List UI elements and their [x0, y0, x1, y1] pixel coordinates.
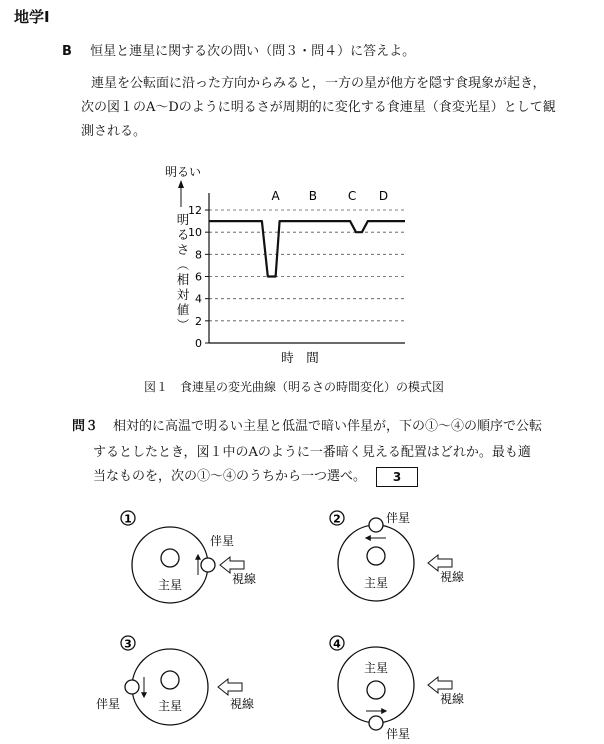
y-tick-label-2: 2 [195, 314, 202, 328]
section-label: B [62, 44, 72, 59]
paragraph-line-3: 測される。 [81, 124, 147, 139]
y-label-char: 値 [176, 302, 190, 317]
y-label-char: さ [176, 242, 190, 257]
paragraph-line-1: 連星を公転面に沿った方向からみると，一方の星が他方を隠す食現象が起き， [91, 76, 546, 91]
option-2-sight-label: 視線 [440, 570, 465, 584]
figure1-caption: 図１ 食連星の変光曲線（明るさの時間変化）の模式図 [144, 380, 445, 394]
event-labels [272, 189, 389, 203]
option-4-main-star [367, 681, 385, 699]
y-tick-label-8: 8 [195, 248, 202, 262]
option-3-diagram[interactable] [96, 636, 254, 725]
option-1-sight-arrow-icon [220, 557, 244, 573]
option-3-sight-label: 視線 [230, 697, 255, 711]
option-3-sight-arrow-icon [218, 679, 242, 695]
y-label-char: 対 [176, 287, 190, 302]
option-4-main-star-label: 主星 [363, 661, 389, 675]
y-label-char: ︶ [176, 318, 190, 332]
x-axis-label: 時 間 [281, 350, 319, 365]
option-1-sight-label: 視線 [232, 572, 257, 586]
option-1-companion [201, 558, 215, 572]
orbit-diagrams [0, 495, 604, 744]
y-tick-label-10: 10 [188, 226, 202, 240]
question3-line-3 [93, 465, 418, 487]
light-curve-line [209, 221, 405, 276]
option-2-main-star [367, 547, 385, 565]
option-2-companion [369, 518, 383, 532]
event-label-B: B [308, 189, 317, 203]
option-4-number: 4 [333, 637, 341, 651]
y-arrow-head [178, 180, 184, 188]
option-4-diagram[interactable] [330, 636, 464, 741]
y-label-char: ︵ [176, 258, 190, 272]
question3-line-1: 相対的に高温で明るい主星と低温で暗い伴星が，下の①～④の順序で公転 [113, 419, 543, 434]
event-label-D: D [378, 189, 389, 203]
option-2-number: 2 [333, 512, 341, 526]
option-4-sight-arrow-icon [428, 677, 452, 693]
question3-line-3-text: 当なものを，次の①～④のうちから一つ選べ。 [93, 469, 367, 484]
event-label-C: C [347, 189, 357, 203]
option-1-companion-label: 伴星 [210, 534, 235, 548]
option-2-companion-label: 伴星 [386, 511, 411, 525]
option-3-companion-label: 伴星 [96, 697, 121, 711]
option-1-diagram[interactable] [121, 511, 256, 603]
question3-line-2: するとしたとき，図１中のAのように一番暗く見える配置はどれか。最も適 [93, 445, 531, 460]
answer-box[interactable]: 3 [376, 467, 418, 487]
option-2-sight-arrow-icon [428, 555, 452, 571]
chart-grid [209, 210, 405, 321]
paragraph-line-2: 次の図１のA～Dのように明るさが周期的に変化する食連星（食変光星）として観 [81, 100, 556, 115]
y-label-char: 明 [176, 212, 190, 227]
option-1-number: 1 [124, 512, 132, 526]
section-intro: 恒星と連星に関する次の問い（問３・問４）に答えよ。 [90, 44, 416, 59]
y-tick-label-12: 12 [188, 204, 202, 217]
option-3-main-star [161, 671, 179, 689]
event-label-A: A [271, 189, 280, 203]
option-4-companion-label: 伴星 [386, 727, 411, 741]
y-label-char: る [176, 227, 190, 242]
option-2-diagram[interactable] [330, 510, 464, 601]
option-3-main-star-label: 主星 [157, 699, 183, 713]
y-tick-label-0: 0 [195, 337, 202, 350]
option-4-sight-label: 視線 [440, 692, 465, 706]
subject-header: 地学Ⅰ [14, 8, 50, 26]
y-tick-label-6: 6 [195, 270, 202, 284]
option-2-main-star-label: 主星 [363, 576, 389, 590]
option-3-number: 3 [124, 637, 132, 651]
option-4-companion [369, 716, 383, 730]
option-1-main-star [161, 549, 179, 567]
y-tick-label-4: 4 [195, 292, 202, 306]
y-label-char: 相 [176, 272, 190, 287]
y-label-top: 明るい [165, 165, 202, 179]
chart-y-ticks [188, 204, 209, 350]
option-3-companion [125, 680, 139, 694]
option-1-main-star-label: 主星 [157, 578, 183, 592]
question3-label: 問３ [72, 419, 99, 434]
y-axis-label [177, 212, 190, 332]
